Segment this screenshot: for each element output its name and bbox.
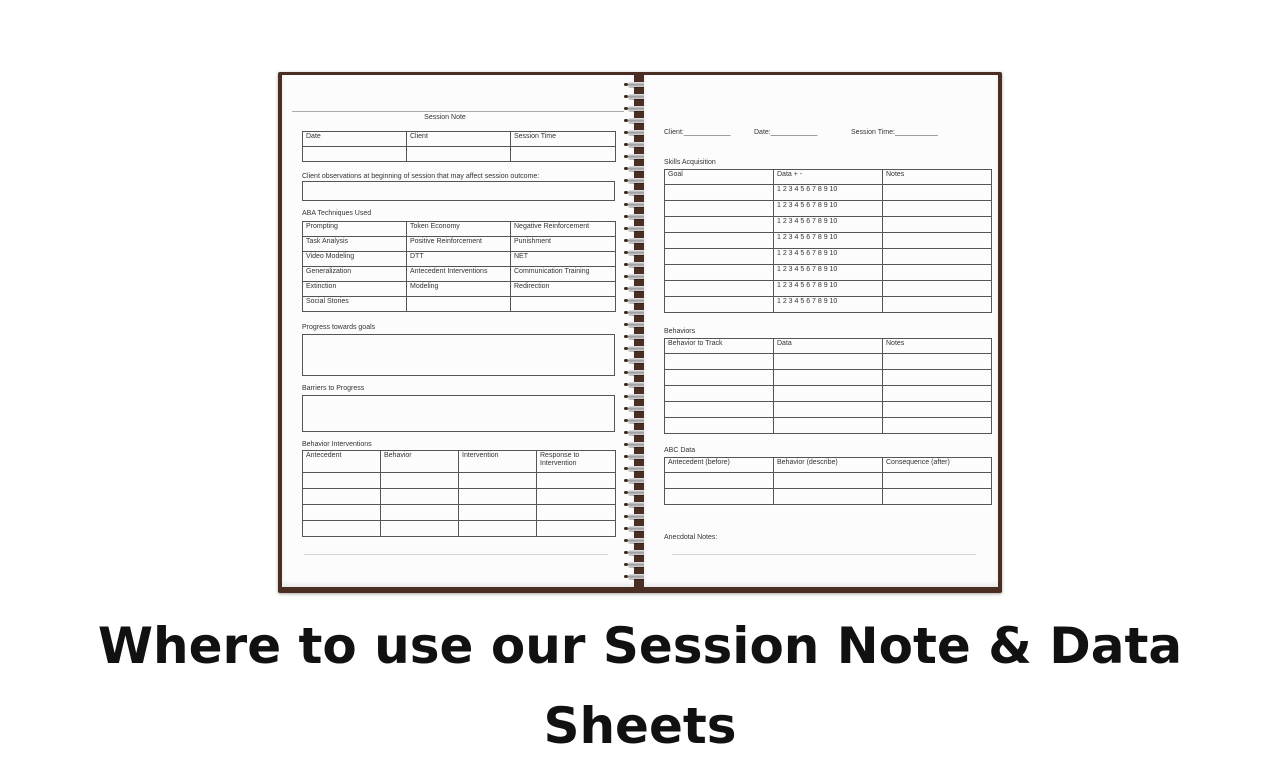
technique-cell: Antecedent Interventions (407, 267, 511, 282)
technique-cell: Extinction (303, 282, 407, 297)
technique-cell: Prompting (303, 222, 407, 237)
table-cell[interactable] (459, 505, 537, 521)
data-sheet-page (644, 75, 998, 587)
table-cell[interactable] (303, 505, 381, 521)
behavior-notes-header: Notes (883, 339, 992, 354)
notes-cell[interactable] (883, 201, 992, 217)
notes-cell[interactable] (883, 217, 992, 233)
table-cell[interactable] (774, 354, 883, 370)
technique-cell: Token Economy (407, 222, 511, 237)
table-cell[interactable] (774, 386, 883, 402)
technique-cell: Redirection (511, 282, 616, 297)
table-cell[interactable] (381, 489, 459, 505)
caption-headline: Where to use our Session Note & Data Sheets (97, 617, 1183, 755)
behavior-data-header: Data (774, 339, 883, 354)
date-field-label: Date:____________ (754, 129, 818, 136)
abc-behavior-header: Behavior (describe) (774, 458, 883, 473)
table-cell[interactable] (774, 402, 883, 418)
barriers-label: Barriers to Progress (302, 385, 365, 392)
top-rule (292, 111, 624, 112)
table-cell[interactable] (665, 418, 774, 434)
page-title: Session Note (424, 114, 466, 121)
technique-cell: Negative Reinforcement (511, 222, 616, 237)
table-cell[interactable] (774, 370, 883, 386)
table-cell[interactable] (665, 402, 774, 418)
intervention-header: Intervention (459, 451, 537, 473)
behavior-header: Behavior (381, 451, 459, 473)
table-cell[interactable] (883, 370, 992, 386)
table-cell[interactable] (537, 473, 616, 489)
technique-cell (511, 297, 616, 312)
technique-cell: Modeling (407, 282, 511, 297)
goal-cell[interactable] (665, 233, 774, 249)
table-cell[interactable] (459, 489, 537, 505)
notes-cell[interactable] (883, 281, 992, 297)
table-cell[interactable] (883, 354, 992, 370)
aba-techniques-table (302, 221, 616, 312)
observations-field[interactable] (302, 181, 615, 201)
notes-cell[interactable] (883, 249, 992, 265)
barriers-field[interactable] (302, 395, 615, 432)
antecedent-header: Antecedent (303, 451, 381, 473)
data-scale-cell[interactable]: 1 2 3 4 5 6 7 8 9 10 (774, 185, 883, 201)
notes-cell[interactable] (883, 265, 992, 281)
technique-cell (407, 297, 511, 312)
table-cell[interactable] (883, 402, 992, 418)
technique-cell: NET (511, 252, 616, 267)
skills-label: Skills Acquisition (664, 159, 716, 166)
observations-label: Client observations at beginning of session that may affect session outcome: (302, 173, 540, 180)
abc-consequence-header: Consequence (after) (883, 458, 992, 473)
client-header: Client (407, 132, 511, 147)
session-time-cell[interactable] (511, 147, 616, 162)
response-header: Response to Intervention (537, 451, 616, 473)
table-cell[interactable] (883, 418, 992, 434)
technique-cell: Task Analysis (303, 237, 407, 252)
goal-cell[interactable] (665, 297, 774, 313)
table-cell[interactable] (537, 505, 616, 521)
table-cell[interactable] (303, 521, 381, 537)
behaviors-table (664, 338, 992, 434)
goal-header: Goal (665, 170, 774, 185)
data-scale-cell[interactable]: 1 2 3 4 5 6 7 8 9 10 (774, 249, 883, 265)
date-cell[interactable] (303, 147, 407, 162)
table-cell[interactable] (381, 521, 459, 537)
technique-cell: Punishment (511, 237, 616, 252)
table-cell[interactable] (883, 489, 992, 505)
data-scale-cell[interactable]: 1 2 3 4 5 6 7 8 9 10 (774, 281, 883, 297)
goal-cell[interactable] (665, 217, 774, 233)
aba-label: ABA Techniques Used (302, 210, 372, 217)
behavior-track-header: Behavior to Track (665, 339, 774, 354)
table-cell[interactable] (381, 473, 459, 489)
table-cell[interactable] (665, 489, 774, 505)
table-cell[interactable] (883, 473, 992, 489)
session-time-header: Session Time (511, 132, 616, 147)
notes-header: Notes (883, 170, 992, 185)
notes-cell[interactable] (883, 233, 992, 249)
abc-table (664, 457, 992, 505)
client-field-label: Client:____________ (664, 129, 731, 136)
table-cell[interactable] (537, 521, 616, 537)
anecdotal-rule (672, 554, 976, 555)
data-header: Data + - (774, 170, 883, 185)
technique-cell: Social Stories (303, 297, 407, 312)
goal-cell[interactable] (665, 249, 774, 265)
table-cell[interactable] (665, 354, 774, 370)
session-header-table (302, 131, 616, 162)
technique-cell: Video Modeling (303, 252, 407, 267)
progress-label: Progress towards goals (302, 324, 376, 331)
anecdotal-label: Anecdotal Notes: (664, 534, 718, 541)
table-cell[interactable] (303, 489, 381, 505)
technique-cell: Generalization (303, 267, 407, 282)
technique-cell: DTT (407, 252, 511, 267)
table-cell[interactable] (537, 489, 616, 505)
data-scale-cell[interactable]: 1 2 3 4 5 6 7 8 9 10 (774, 233, 883, 249)
skills-table (664, 169, 992, 313)
session-time-field-label: Session Time:___________ (851, 129, 938, 136)
notebook (278, 72, 1002, 593)
notes-cell[interactable] (883, 185, 992, 201)
goal-cell[interactable] (665, 281, 774, 297)
abc-label: ABC Data (664, 447, 696, 454)
table-cell[interactable] (774, 473, 883, 489)
interventions-table (302, 450, 616, 537)
table-cell[interactable] (774, 489, 883, 505)
data-scale-cell[interactable]: 1 2 3 4 5 6 7 8 9 10 (774, 217, 883, 233)
behaviors-label: Behaviors (664, 328, 696, 335)
technique-cell: Positive Reinforcement (407, 237, 511, 252)
technique-cell: Communication Training (511, 267, 616, 282)
data-scale-cell[interactable]: 1 2 3 4 5 6 7 8 9 10 (774, 201, 883, 217)
table-cell[interactable] (883, 386, 992, 402)
table-cell[interactable] (665, 473, 774, 489)
table-cell[interactable] (774, 418, 883, 434)
table-cell[interactable] (459, 473, 537, 489)
session-note-page (282, 75, 634, 587)
table-cell[interactable] (381, 505, 459, 521)
goal-cell[interactable] (665, 201, 774, 217)
bottom-rule (304, 554, 608, 555)
table-cell[interactable] (665, 386, 774, 402)
table-cell[interactable] (459, 521, 537, 537)
progress-field[interactable] (302, 334, 615, 376)
date-header: Date (303, 132, 407, 147)
abc-antecedent-header: Antecedent (before) (665, 458, 774, 473)
table-cell[interactable] (665, 370, 774, 386)
notes-cell[interactable] (883, 297, 992, 313)
goal-cell[interactable] (665, 265, 774, 281)
interventions-label: Behavior Interventions (302, 441, 372, 448)
table-cell[interactable] (303, 473, 381, 489)
goal-cell[interactable] (665, 185, 774, 201)
data-scale-cell[interactable]: 1 2 3 4 5 6 7 8 9 10 (774, 297, 883, 313)
data-scale-cell[interactable]: 1 2 3 4 5 6 7 8 9 10 (774, 265, 883, 281)
client-cell[interactable] (407, 147, 511, 162)
